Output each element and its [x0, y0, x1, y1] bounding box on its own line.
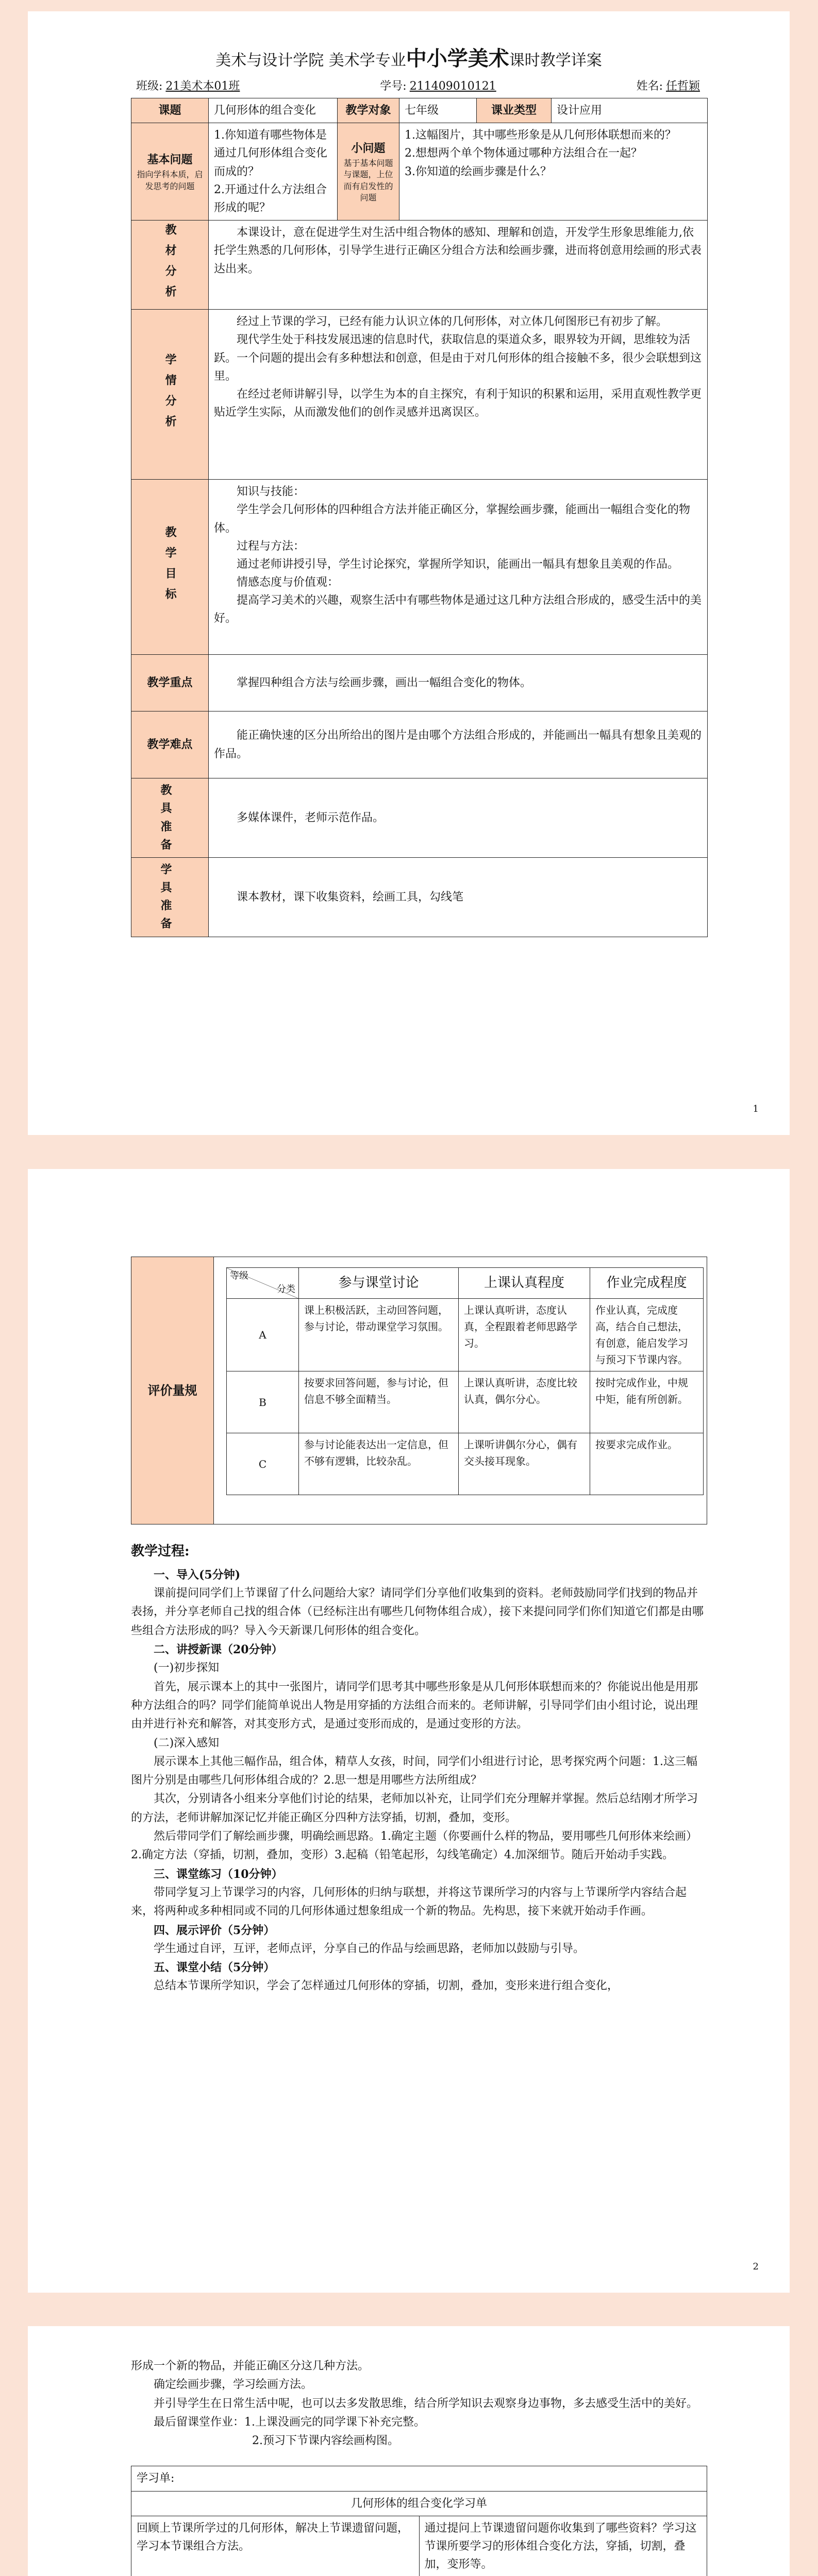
students-analysis: 经过上节课的学习，已经有能力认识立体的几何形体，对立体几何图形已有初步了解。 现代学生处于科技发展迅速的信息时代，获取信息的渠道众多，眼界较为开阔，思维较为活跃。一个问题的提出会有多种想法和创意，但是由于对几何形体的组合接触不多，很少会联想到这里。 在经过老师讲解引导，以学生为本的自主探究，有利于知识的积累和运用，采用直观性教学更贴近学生实际，从而激发他们的创作灵感并迅离误区。	[209, 310, 708, 480]
student-prep-header: 学具准备	[131, 857, 209, 937]
subsection-head: (一)初步探知	[154, 1662, 220, 1675]
worksheet-title: 几何形体的组合变化学习单	[131, 2491, 707, 2516]
title-main: 中小学美术	[406, 46, 509, 71]
cell: 按要求回答问题，参与讨论，但信息不够全面精当。	[299, 1371, 459, 1433]
col-discussion: 参与课堂讨论	[299, 1268, 459, 1299]
cell: 上课认真听讲，态度比较认真，偶尔分心。	[459, 1371, 590, 1433]
worksheet-label: 学习单:	[131, 2466, 707, 2491]
name-value: 任哲颖	[665, 80, 700, 93]
cell: 回顾上节课所学过的几何形体，解决上节课遗留问题，学习本节课组合方法。	[131, 2516, 420, 2576]
paragraph: 总结本节课所学知识，学会了怎样通过几何形体的穿插，切割，叠加，变形来进行组合变化，	[154, 1979, 619, 1993]
worksheet-row	[131, 2516, 707, 2576]
section-summary-head: 五、课堂小结（5分钟）	[154, 1961, 275, 1975]
title-prefix: 美术与设计学院 美术学专业	[215, 52, 406, 70]
teaching-process	[131, 1537, 707, 1996]
cell: 参与讨论能表达出一定信息，但不够有逻辑，比较杂乱。	[299, 1433, 459, 1495]
cell: 按要求完成作业。	[590, 1433, 704, 1495]
doc-title	[28, 42, 790, 72]
material-header: 教材分析	[131, 221, 209, 310]
teacher-prep: 多媒体课件，老师示范作品。	[209, 778, 708, 858]
class-field: 班级: 21美术本01班	[136, 77, 243, 93]
grade-row-a	[227, 1299, 704, 1371]
section-evaluate-head: 四、展示评价（5分钟）	[154, 1923, 275, 1937]
student-prep: 课本教材，课下收集资料，绘画工具，勾线笔	[209, 857, 708, 937]
paragraph: 确定绘画步骤，学习绘画方法。	[154, 2378, 313, 2392]
cell: 通过提问上节课遗留问题你收集到了哪些资料？学习这节课所要学习的形体组合变化方法，穿插，切割，叠加，变形等。	[419, 2516, 707, 2576]
title-suffix: 课时教学详案	[509, 52, 602, 70]
grade-row-c	[227, 1433, 704, 1495]
paragraph: 学生通过自评，互评，老师点评，分享自己的作品与绘画思路，老师加以鼓励与引导。	[154, 1942, 585, 1955]
cell: 上课认真听讲，态度认真，全程跟着老师思路学习。	[459, 1299, 590, 1371]
cell: 课上积极活跃，主动回答问题，参与讨论，带动课堂学习氛围。	[299, 1299, 459, 1371]
page-1	[28, 11, 790, 1135]
section-new-head: 二、讲授新课（20分钟）	[154, 1643, 283, 1657]
grade-row-b	[227, 1371, 704, 1433]
paragraph: 首先，展示课本上的其中一张图片，请同学们思考其中哪些形象是从几何形体联想而来的？你能说出他是用那种方法组合的吗？同学们能简单说出人物是用穿插的方法组合而来的。老师讲解，引导同学们由小组讨论，说出理由并进行补充和解答，对其变形方式，是通过变形而成的，是通过变形的方法。	[131, 1680, 698, 1731]
difficulty: 能正确快速的区分出所给出的图片是由哪个方法组合形成的，并能画出一幅具有想象且美观的作品。	[209, 711, 708, 778]
worksheet-table	[131, 2466, 707, 2576]
basic-question-header: 基本问题 指向学科本质，启发思考的问题	[131, 123, 209, 221]
id-field: 学号: 211409010121	[380, 77, 499, 93]
paragraph: 然后带同学们了解绘画步骤，明确绘画思路。1.确定主题（你要画什么样的物品，要用哪些几何形体来绘画）2.确定方法（穿插，切割，叠加，变形）3.起稿（铅笔起形，勾线笔确定）4.加深细节。随后开始动手实践。	[131, 1830, 697, 1862]
col-homework: 作业完成程度	[590, 1268, 704, 1299]
page-number: 2	[753, 2261, 759, 2272]
grade-letter: A	[227, 1299, 299, 1371]
section-practice-head: 三、课堂练习（10分钟）	[154, 1867, 283, 1881]
section-intro: 课前提问同学们上节课留了什么问题给大家？请同学们分享他们收集到的资料。老师鼓励同学们找到的物品并表扬，并分享老师自己找的组合体（已经标注出有哪些几何物体组合成），接下来提问同学们你们知道它们都是由哪些组合方法形成的吗？导入今天新课几何形体的组合变化。	[131, 1587, 704, 1637]
page-3	[28, 2326, 790, 2576]
cell: 上课听讲偶尔分心，偶有交头接耳现象。	[459, 1433, 590, 1495]
type-value: 设计应用	[552, 98, 708, 123]
class-value: 21美术本01班	[165, 80, 240, 93]
basic-question: 1.你知道有哪些物体是通过几何形体组合变化而成的？ 2.开通过什么方法组合形成的呢？	[209, 123, 338, 221]
paragraph: 展示课本上其他三幅作品，组合体，精草人女孩，时间，同学们小组进行讨论，思考探究两个问题：1.这三幅图片分别是由哪些几何形体组合成的？2.思一想是用哪些方法所组成？	[131, 1755, 697, 1787]
student-meta	[136, 77, 703, 93]
lesson-plan-table	[131, 98, 708, 937]
teacher-prep-header: 教具准备	[131, 778, 209, 858]
page-number: 1	[753, 1104, 759, 1114]
key-point: 掌握四种组合方法与绘画步骤，画出一幅组合变化的物体。	[209, 655, 708, 711]
name-field: 姓名: 任哲颖	[637, 77, 703, 93]
section-intro-head: 一、导入(5分钟)	[154, 1568, 241, 1582]
grade-letter: B	[227, 1371, 299, 1433]
process-title: 教学过程:	[131, 1544, 190, 1559]
subsection-head: (二)深入感知	[154, 1736, 220, 1750]
type-header: 课业类型	[477, 98, 552, 123]
homework-2: 2.预习下节课内容绘画构图。	[252, 2434, 399, 2448]
target-value: 七年级	[399, 98, 477, 123]
teaching-goals: 知识与技能： 学生学会几何形体的四种组合方法并能正确区分，掌握绘画步骤，能画出一幅组合变化的物体。 过程与方法： 通过老师讲授引导，学生讨论探究，掌握所学知识，能画出一幅具有想象且美观的作品。 情感态度与价值观： 提高学习美术的兴趣，观察生活中有哪些物体是通过这几种方法组合形成的，感受生活中的美好。	[209, 480, 708, 655]
topic-value: 几何形体的组合变化	[209, 98, 338, 123]
topic-header: 课题	[131, 98, 209, 123]
evaluation-table	[131, 1257, 707, 1524]
evaluation-header: 评价量规	[131, 1257, 214, 1524]
students-header: 学情分析	[131, 310, 209, 480]
key-point-header: 教学重点	[131, 655, 209, 711]
paragraph: 带同学复习上节课学习的内容，几何形体的归纳与联想，并将这节课所学习的内容与上节课所学内容结合起来，将两种或多种相同或不同的几何形体通过想象组成一个新的物品。先构思，接下来就开始动手作画。	[131, 1886, 687, 1918]
goals-header: 教学目标	[131, 480, 209, 655]
paragraph: 其次，分别请各小组来分享他们讨论的结果，老师加以补充，让同学们充分理解并掌握。然后总结刚才所学习的方法，老师讲解加深记忆并能正确区分四种方法穿插，切割，叠加，变形。	[131, 1792, 698, 1824]
grade-letter: C	[227, 1433, 299, 1495]
cell: 作业认真，完成度高，结合自己想法，有创意，能启发学习与预习下节课内容。	[590, 1299, 704, 1371]
evaluation-grid	[226, 1267, 704, 1495]
col-attention: 上课认真程度	[459, 1268, 590, 1299]
paragraph: 形成一个新的物品，并能正确区分这几种方法。	[131, 2360, 370, 2372]
id-value: 211409010121	[409, 80, 496, 93]
difficulty-header: 教学难点	[131, 711, 209, 778]
page-2	[28, 1169, 790, 2293]
cell: 按时完成作业，中规中矩，能有所创新。	[590, 1371, 704, 1433]
paragraph: 并引导学生在日常生活中呢，也可以去多发散思维，结合所学知识去观察身边事物，多去感受生活中的美好。	[154, 2397, 698, 2410]
small-question-header: 小问题 基于基本问题与课题，上位而有启发性的问题	[338, 123, 399, 221]
page-3-body	[131, 2357, 707, 2576]
grid-corner: 等级 分类	[227, 1268, 299, 1299]
target-header: 教学对象	[338, 98, 399, 123]
evaluation-grid-cell	[214, 1257, 707, 1524]
homework-1: 最后留课堂作业：1.上课没画完的同学课下补充完整。	[154, 2415, 425, 2429]
small-question: 1.这幅图片，其中哪些形象是从几何形体联想而来的？ 2.想想两个单个物体通过哪种方法组合在一起？ 3.你知道的绘画步骤是什么？	[399, 123, 708, 221]
material-analysis: 本课设计，意在促进学生对生活中组合物体的感知、理解和创造，开发学生形象思维能力,依托学生熟悉的几何形体，引导学生进行正确区分组合方法和绘画步骤，进而将创意用绘画的形式表达出来。	[209, 221, 708, 310]
